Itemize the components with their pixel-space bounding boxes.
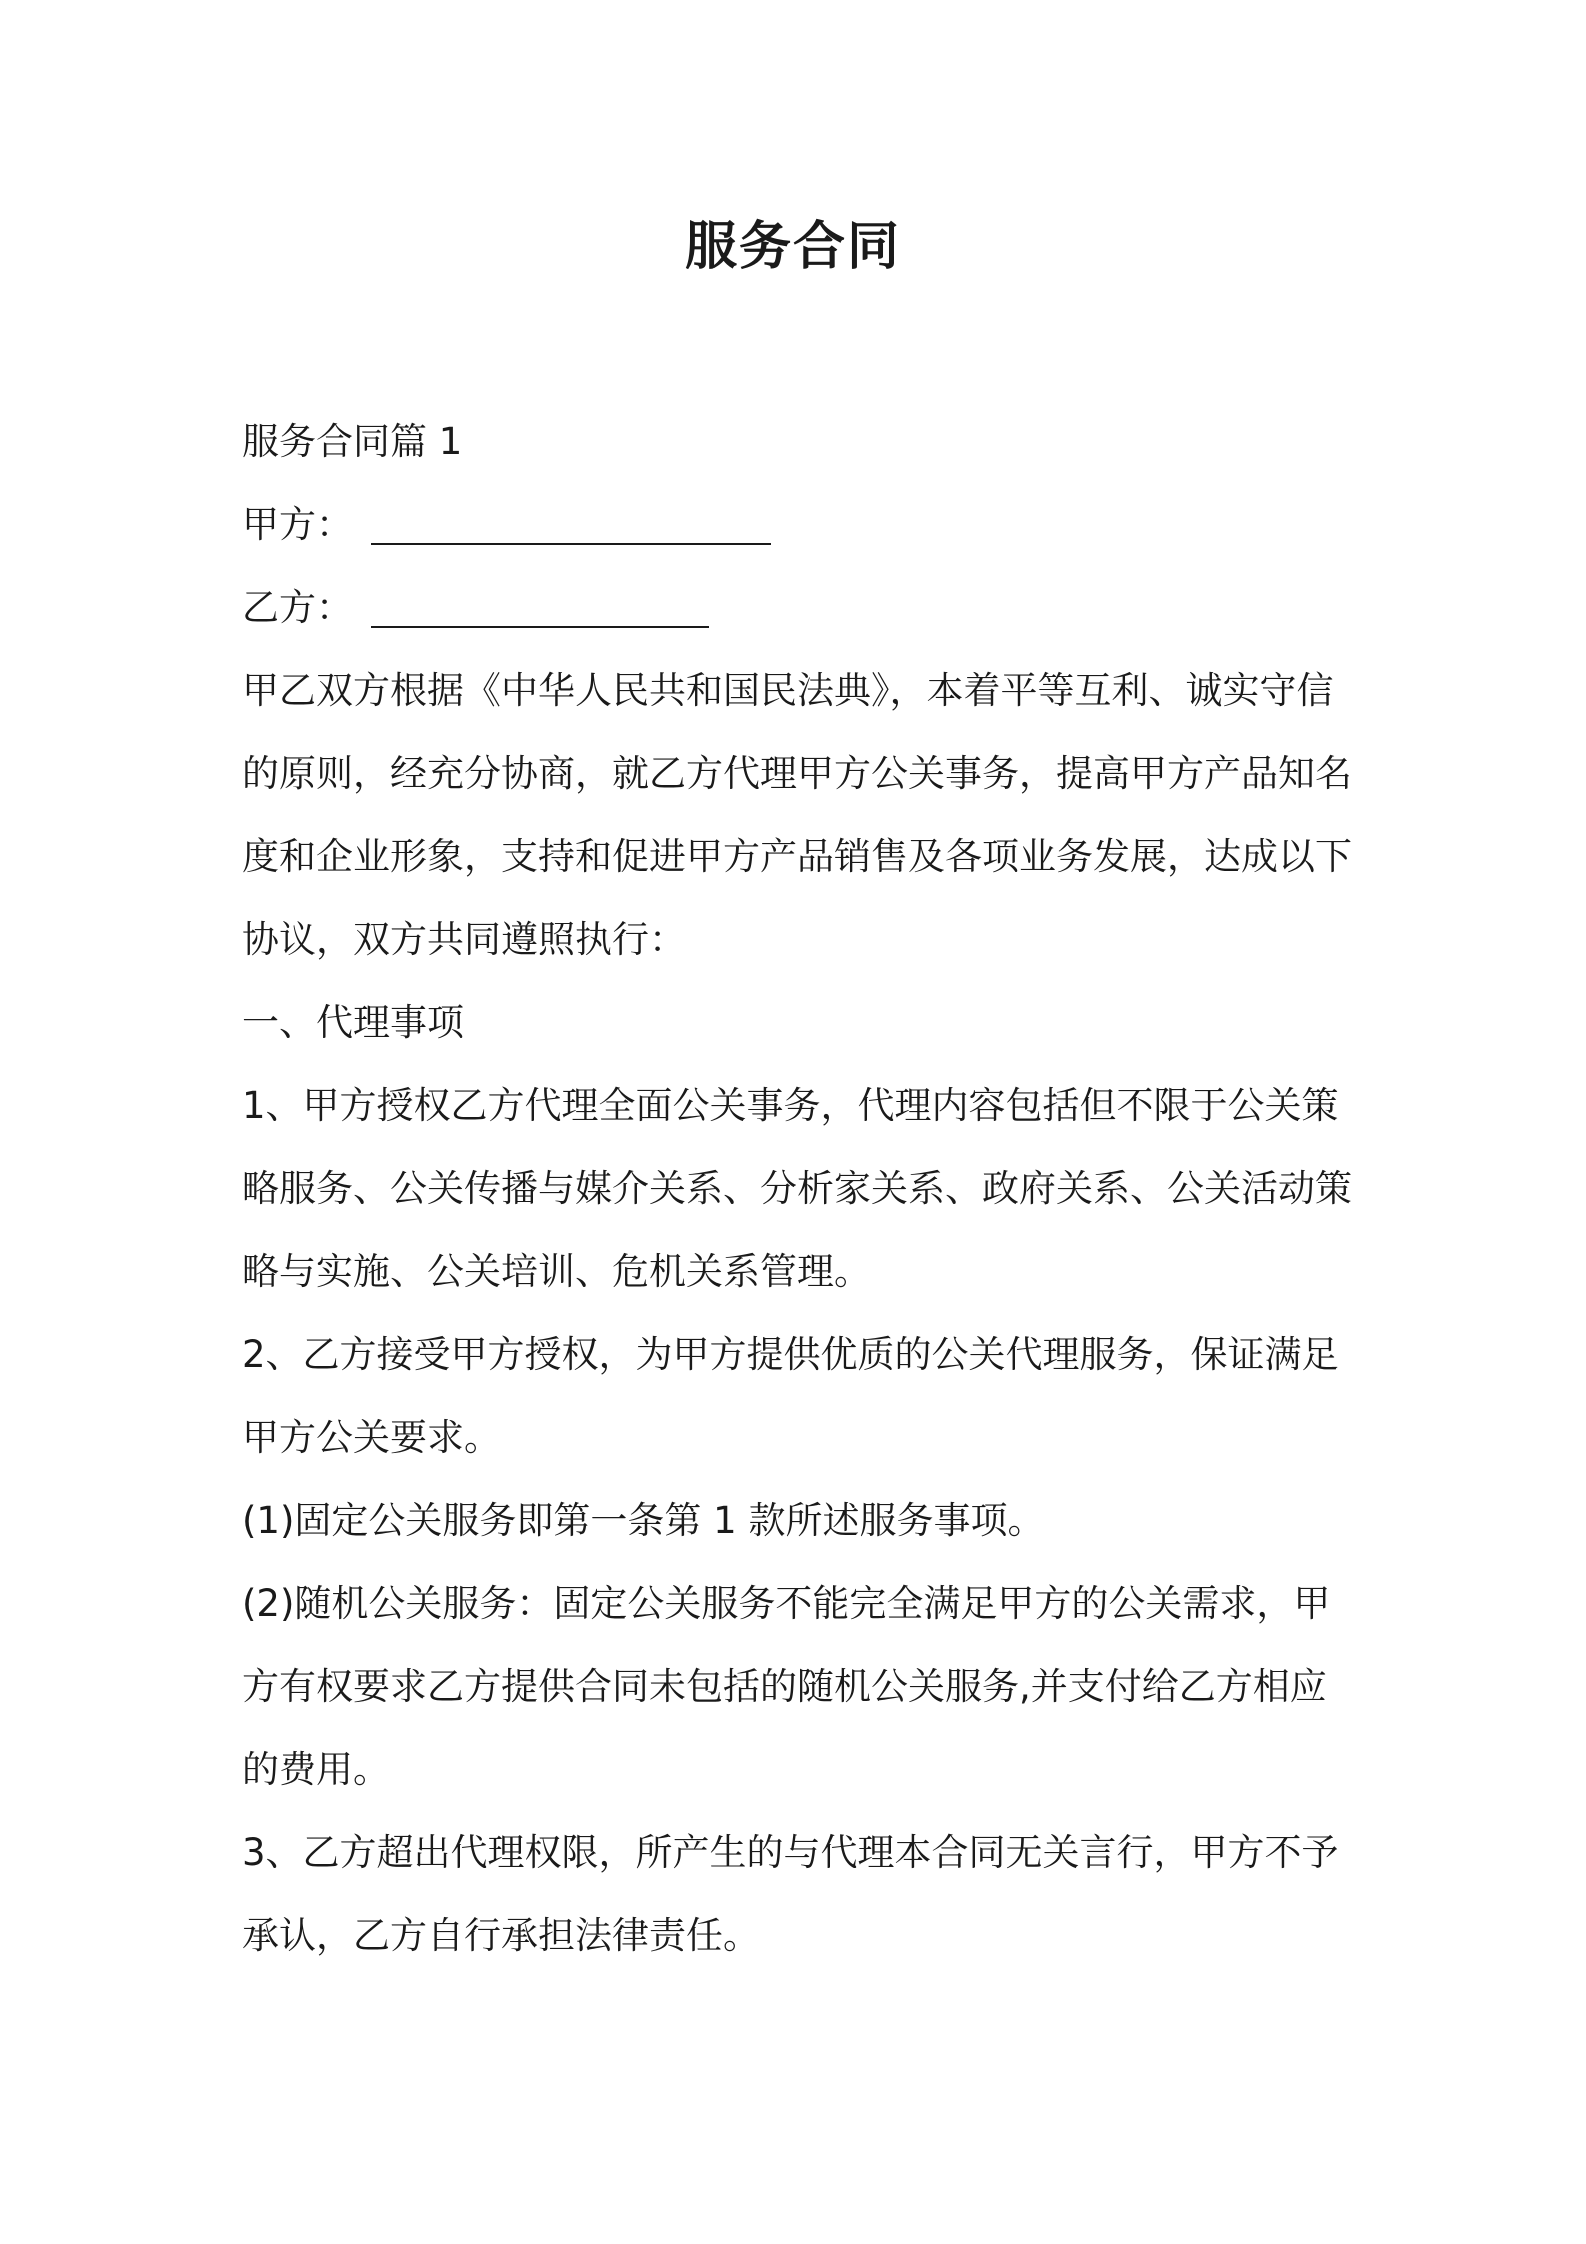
paragraph-line: 甲方公关要求。: [242, 1416, 501, 1459]
paragraph-line: (1)固定公关服务即第一条第 1 款所述服务事项。: [242, 1499, 1045, 1542]
section-heading: 服务合同篇 1: [242, 420, 463, 463]
paragraph-line: 承认，乙方自行承担法律责任。: [242, 1914, 760, 1957]
document-title: 服务合同: [684, 217, 901, 277]
document-body: [242, 400, 1362, 1977]
party-b-blank-line[interactable]: [371, 596, 709, 628]
paragraph-line: 略与实施、公关培训、危机关系管理。: [242, 1250, 871, 1293]
paragraph-line: 甲乙双方根据《中华人民共和国民法典》，本着平等互利、诚实守信: [242, 669, 1334, 712]
paragraph-line: 协议，双方共同遵照执行：: [242, 918, 686, 961]
paragraph-line: 2、乙方接受甲方授权，为甲方提供优质的公关代理服务，保证满足: [242, 1333, 1339, 1376]
party-a-blank-line[interactable]: [371, 513, 771, 545]
paragraph-line: 的费用。: [242, 1748, 390, 1791]
paragraph-line: 度和企业形象，支持和促进甲方产品销售及各项业务发展，达成以下: [242, 835, 1352, 878]
paragraph-line: 1、甲方授权乙方代理全面公关事务，代理内容包括但不限于公关策: [242, 1084, 1339, 1127]
paragraph-line: 3、乙方超出代理权限，所产生的与代理本合同无关言行，甲方不予: [242, 1831, 1339, 1874]
paragraph-line: 的原则，经充分协商，就乙方代理甲方公关事务，提高甲方产品知名: [242, 752, 1352, 795]
party-a-label: 甲方：: [242, 503, 353, 546]
paragraph-line: 方有权要求乙方提供合同未包括的随机公关服务,并支付给乙方相应: [242, 1665, 1327, 1708]
paragraph-line: (2)随机公关服务：固定公关服务不能完全满足甲方的公关需求，甲: [242, 1582, 1331, 1625]
clause-heading: 一、代理事项: [242, 1001, 464, 1044]
party-b-label: 乙方：: [242, 586, 353, 629]
paragraph-line: 略服务、公关传播与媒介关系、分析家关系、政府关系、公关活动策: [242, 1167, 1352, 1210]
party-a-row: [242, 483, 1362, 566]
party-b-row: [242, 566, 1362, 649]
